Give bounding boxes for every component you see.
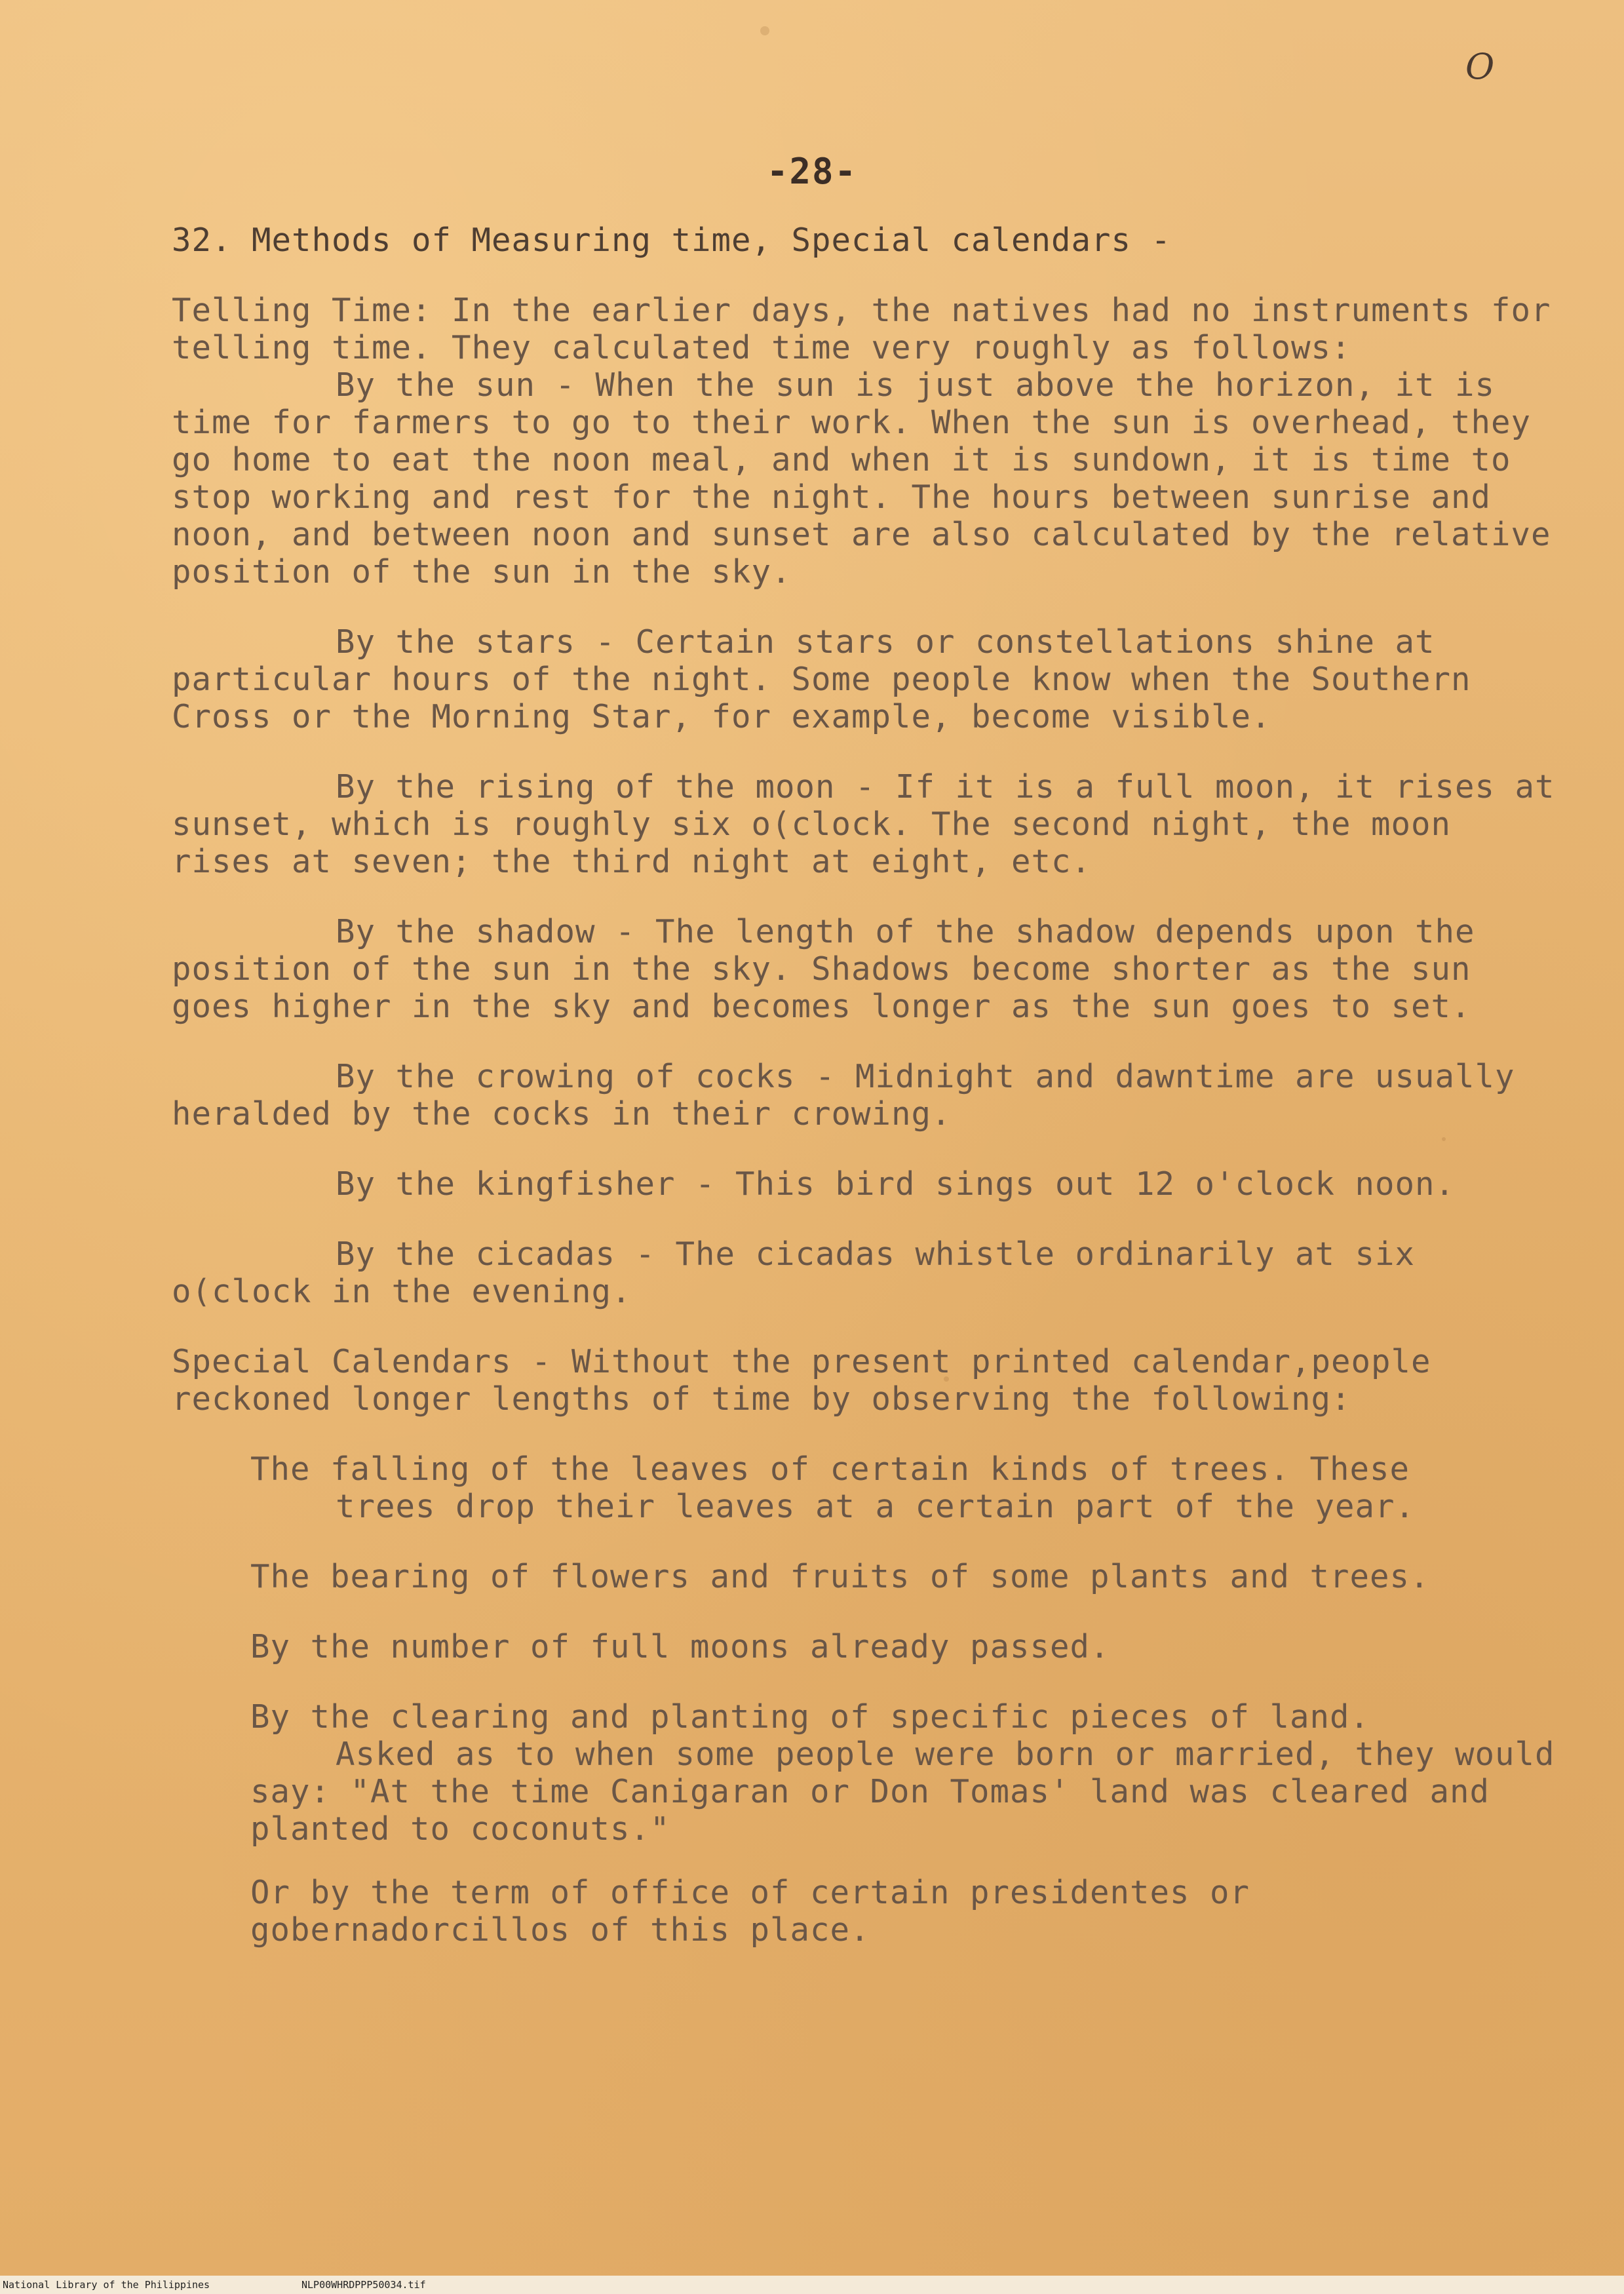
corner-mark: O (1465, 46, 1495, 87)
paragraph-cicadas: By the cicadas - The cicadas whistle ordinarily at six o(clock in the evening. (172, 1235, 1416, 1310)
special-calendars-intro: Special Calendars - Without the present printed calendar,people reckoned longer lengths of time by observing the following: (172, 1343, 1431, 1418)
paragraph-shadow: By the shadow - The length of the shadow depends upon the position of the sun in the sky. Shadows become shorter as the sun goes higher in the sky and becomes longer as the sun goes to set. (172, 913, 1475, 1025)
footer-filename: NLP00WHRDPPP50034.tif (301, 2279, 426, 2291)
document-body (172, 222, 1561, 1981)
paragraph-sun: By the sun - When the sun is just above the horizon, it is time for farmers to go to their work. When the sun is overhead, they go home to eat the noon meal, and when it is sundown, it is time to stop working and rest for the night. The hours between sunrise and noon, and between noon and sunset are also calculated by the relative position of the sun in the sky. (172, 366, 1551, 591)
section-heading: 32. Methods of Measuring time, Special calendars - (172, 222, 1172, 259)
list-item-flowers: The bearing of flowers and fruits of some plants and trees. (250, 1558, 1430, 1595)
list-item-office (250, 1874, 1561, 1949)
list-item-moons: By the number of full moons already passed. (250, 1628, 1110, 1665)
paragraph-kingfisher: By the kingfisher - This bird sings out 12 o'clock noon. (336, 1165, 1456, 1203)
clearing-line-1: By the clearing and planting of specific pieces of land. (250, 1698, 1370, 1736)
telling-time-intro: Telling Time: In the earlier days, the natives had no instruments for telling time. They calculated time very roughly as follows: (172, 292, 1551, 366)
leaves-line-1: The falling of the leaves of certain kinds of trees. These (250, 1450, 1410, 1488)
clearing-continuation: Asked as to when some people were born or married, they would say: "At the time Canigaran or Don Tomas' land was cleared and planted to coconuts." (250, 1736, 1555, 1848)
footer-library: National Library of the Philippines (3, 2279, 210, 2291)
page-number: -28- (766, 151, 858, 192)
list-item-clearing (250, 1698, 1561, 1848)
list-item-leaves (250, 1450, 1561, 1525)
paragraph-cocks: By the crowing of cocks - Midnight and dawntime are usually heralded by the cocks in their crowing. (172, 1058, 1515, 1133)
leaves-line-2: trees drop their leaves at a certain part of the year. (336, 1488, 1416, 1525)
office-text: Or by the term of office of certain presidentes or gobernadorcillos of this place. (250, 1874, 1250, 1949)
paragraph-stars: By the stars - Certain stars or constellations shine at particular hours of the night. Some people know when the Southern Cross or the Morning Star, for example, become visible. (172, 623, 1471, 735)
paper-stain (760, 26, 769, 35)
paragraph-moon: By the rising of the moon - If it is a full moon, it rises at sunset, which is roughly six o(clock. The second night, the moon rises at seven; the third night at eight, etc. (172, 768, 1555, 880)
scan-footer (0, 2276, 1624, 2294)
